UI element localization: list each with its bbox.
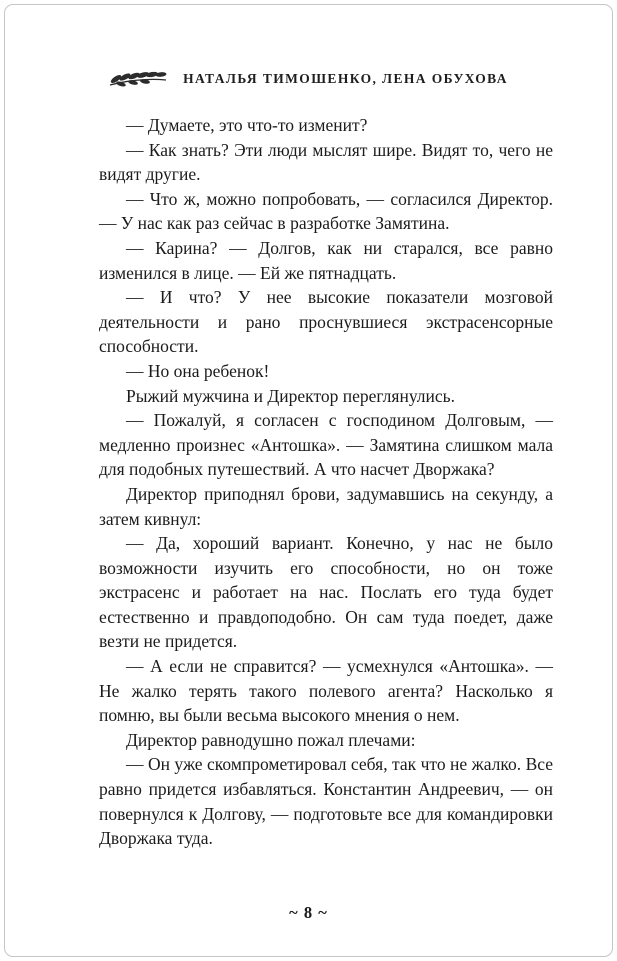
author-names: НАТАЛЬЯ ТИМОШЕНКО, ЛЕНА ОБУХОВА [183,71,508,86]
paragraph: — Как знать? Эти люди мыслят шире. Видят то, чего не видят другие. [99,139,553,185]
paragraph: — Пожалуй, я согласен с господином Долговым, — медленно произнес «Антошка». — Замятина слишком мала для подобных путешествий. А что насчет Дворжака? [99,410,553,480]
paragraph: — Да, хороший вариант. Конечно, у нас не было возможности изучить его способности, но он тоже экстрасенс и работает на нас. Послать его туда будет естественно и правдоподобно. Он сам туда поедет, даже везти не придется. [99,533,553,652]
paragraph: — Карина? — Долгов, как ни старался, все равно изменился в лице. — Ей же пятнадцать. [99,237,553,283]
paragraph: Директор приподнял брови, задумавшись на секунду, а затем кивнул: [99,483,553,529]
page-number: ~ 8 ~ [289,903,328,922]
running-header [0,68,617,90]
paragraph: — Он уже скомпрометировал себя, так что не жалко. Все равно придется избавляться. Константин Андреевич, — он повернулся к Долгову, — подготовьте все для командировки Дворжака туда. [99,754,553,849]
paragraph: — И что? У нее высокие показатели мозговой деятельности и рано проснувшиеся экстрасенсорные способности. [99,287,553,357]
paragraph: — Что ж, можно попробовать, — согласился Директор. — У нас как раз сейчас в разработке Замятина. [99,188,553,234]
laurel-branch-icon [109,68,167,90]
paragraph: Рыжий мужчина и Директор переглянулись. [126,385,456,406]
paragraph: — Но она ребенок! [126,360,270,381]
page-text [99,113,553,851]
paragraph: Директор равнодушно пожал плечами: [126,729,416,750]
paragraph: — А если не справится? — усмехнулся «Антошка». — Не жалко терять такого полевого агента? Насколько я помню, вы были весьма высокого мнения о нем. [99,656,553,726]
paragraph: — Думаете, это что-то изменит? [126,115,368,135]
